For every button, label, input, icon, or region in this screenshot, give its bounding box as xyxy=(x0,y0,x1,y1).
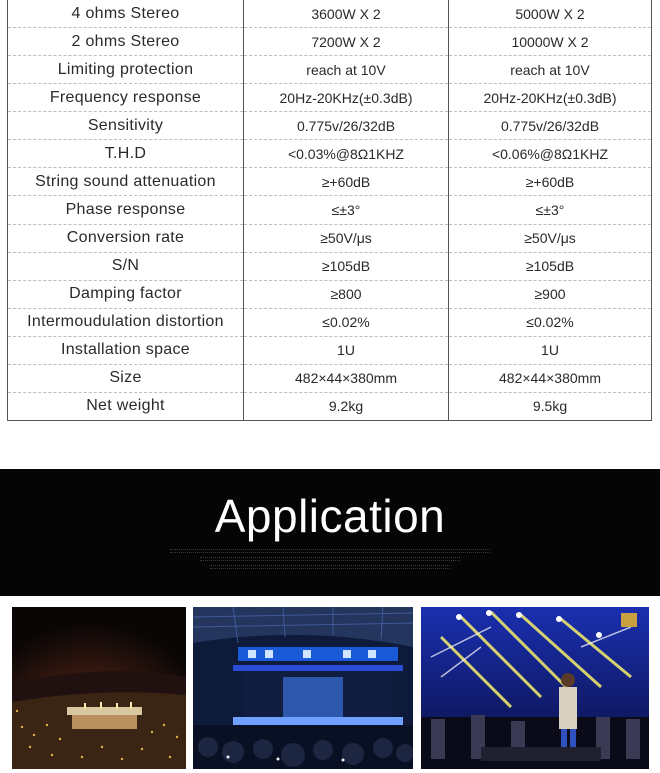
spec-row xyxy=(8,84,652,112)
banner-fine-print-line xyxy=(210,565,450,569)
application-banner xyxy=(0,469,660,596)
spec-value-model-a: reach at 10V xyxy=(244,56,449,84)
spec-value-model-b: <0.06%@8Ω1KHZ xyxy=(449,140,652,168)
spec-value-model-a: 482×44×380mm xyxy=(244,364,449,392)
spec-value-model-a: 3600W X 2 xyxy=(244,0,449,28)
spec-value-model-a: 1U xyxy=(244,336,449,364)
spec-row xyxy=(8,112,652,140)
spec-name: Size xyxy=(8,364,244,392)
spec-row xyxy=(8,252,652,280)
spec-name: S/N xyxy=(8,252,244,280)
spec-name: Net weight xyxy=(8,392,244,420)
banner-fine-print-line xyxy=(200,557,460,561)
spec-value-model-b: ≥+60dB xyxy=(449,168,652,196)
spec-value-model-b: ≥900 xyxy=(449,280,652,308)
spec-name: String sound attenuation xyxy=(8,168,244,196)
spec-name: T.H.D xyxy=(8,140,244,168)
spec-value-model-b: 20Hz-20KHz(±0.3dB) xyxy=(449,84,652,112)
spec-value-model-b: reach at 10V xyxy=(449,56,652,84)
spec-value-model-a: ≥+60dB xyxy=(244,168,449,196)
spec-row xyxy=(8,56,652,84)
spec-row xyxy=(8,336,652,364)
spec-value-model-b: ≤±3° xyxy=(449,196,652,224)
spec-name: Installation space xyxy=(8,336,244,364)
spec-value-model-b: 9.5kg xyxy=(449,392,652,420)
spec-value-model-b: 482×44×380mm xyxy=(449,364,652,392)
spec-value-model-a: <0.03%@8Ω1KHZ xyxy=(244,140,449,168)
spec-value-model-a: ≤0.02% xyxy=(244,308,449,336)
spec-value-model-a: 7200W X 2 xyxy=(244,28,449,56)
spec-value-model-a: 20Hz-20KHz(±0.3dB) xyxy=(244,84,449,112)
spec-name: Phase response xyxy=(8,196,244,224)
spec-table xyxy=(7,0,652,421)
spec-name: Damping factor xyxy=(8,280,244,308)
spec-value-model-b: ≥105dB xyxy=(449,252,652,280)
spec-name: 2 ohms Stereo xyxy=(8,28,244,56)
spec-table-body xyxy=(8,0,652,421)
banner-fine-print-line xyxy=(170,549,490,553)
spec-name: Sensitivity xyxy=(8,112,244,140)
spec-value-model-b: ≤0.02% xyxy=(449,308,652,336)
spec-row xyxy=(8,0,652,28)
logo-emblem xyxy=(621,613,637,627)
spec-value-model-b: 0.775v/26/32dB xyxy=(449,112,652,140)
spec-value-model-b: 1U xyxy=(449,336,652,364)
spec-row xyxy=(8,28,652,56)
spec-name: Intermoudulation distortion xyxy=(8,308,244,336)
spec-value-model-b: 10000W X 2 xyxy=(449,28,652,56)
concert-stadium-photo xyxy=(12,607,186,769)
outdoor-stage-photo xyxy=(193,607,413,769)
spec-name: Frequency response xyxy=(8,84,244,112)
spec-name: Conversion rate xyxy=(8,224,244,252)
spec-value-model-b: ≥50V/μs xyxy=(449,224,652,252)
spec-row xyxy=(8,308,652,336)
spec-value-model-b: 5000W X 2 xyxy=(515,5,585,22)
spec-row xyxy=(8,224,652,252)
application-title: Application xyxy=(214,490,446,542)
spec-value-model-a: ≥105dB xyxy=(244,252,449,280)
spec-value-model-a: 9.2kg xyxy=(244,392,449,420)
spec-name: 4 ohms Stereo xyxy=(8,0,244,28)
spec-value-model-a: 0.775v/26/32dB xyxy=(244,112,449,140)
spec-row xyxy=(8,168,652,196)
spec-row xyxy=(8,196,652,224)
spec-name: Limiting protection xyxy=(8,56,244,84)
spec-value-model-a: ≥50V/μs xyxy=(244,224,449,252)
spec-row xyxy=(8,140,652,168)
spec-row xyxy=(8,280,652,308)
spec-row xyxy=(8,364,652,392)
spec-value-model-a: ≤±3° xyxy=(244,196,449,224)
band-performance-photo xyxy=(421,607,649,769)
spec-value-model-a: ≥800 xyxy=(244,280,449,308)
spec-row xyxy=(8,392,652,420)
